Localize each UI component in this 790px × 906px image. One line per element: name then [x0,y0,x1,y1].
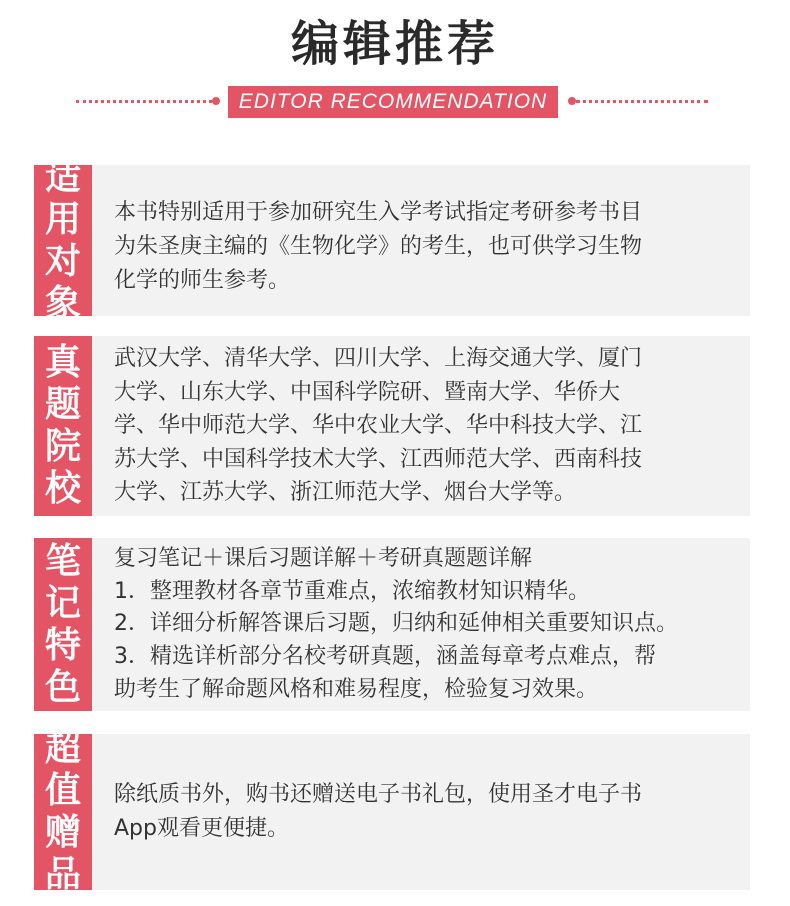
body-line: 2．详细分析解答课后习题，归纳和延伸相关重要知识点。 [114,611,678,637]
dotted-line-left [76,100,212,103]
section-body [114,543,734,707]
section-bonus-gift [34,728,750,895]
body-line: 1．整理教材各章节重难点，浓缩教材知识精华。 [114,578,590,604]
tag-char: 笔 [44,540,81,582]
section-tag [34,538,92,711]
tag-char: 特 [44,624,81,666]
tag-char: 题 [44,384,81,425]
body-line: 除纸质书外，购书还赠送电子书礼包，使用圣才电子书 [114,782,643,807]
tag-char: 超 [44,728,81,769]
tag-char: 用 [44,198,81,240]
tag-char: 对 [44,240,81,282]
tag-char: 校 [44,468,81,509]
tag-char: 赠 [44,812,81,853]
body-line: 为朱圣庚主编的《生物化学》的考生，也可供学习生物 [114,234,643,259]
body-line: 苏大学、中国科学技术大学、江西师范大学、西南科技 [114,446,643,472]
body-line: 助考生了解命题风格和难易程度，检验复习效果。 [114,676,599,702]
body-line: 大学、山东大学、中国科学院研、暨南大学、华侨大 [114,379,621,405]
tag-char: 院 [44,426,81,467]
section-body [114,778,734,846]
section-exam-schools [34,336,750,516]
section-notes-features [34,538,750,711]
dot-left [212,97,220,105]
section-tag [34,728,92,895]
body-line: 化学的师生参考。 [114,268,291,293]
section-tag [34,336,92,516]
tag-char: 值 [44,770,81,811]
tag-char: 真 [44,342,81,383]
section-body [114,342,734,510]
tag-char: 象 [44,282,81,324]
section-target-audience [34,156,750,324]
body-line: 学、华中师范大学、华中农业大学、华中科技大学、江 [114,413,643,439]
page-title: 编辑推荐 [290,16,499,72]
tag-char: 色 [44,666,81,708]
editor-recommendation-banner: EDITOR RECOMMENDATION [228,86,558,118]
body-line: 大学、江苏大学、浙江师范大学、烟台大学等。 [114,480,577,506]
banner-row [0,86,790,118]
dot-right [568,97,576,105]
body-line: 3．精选详析部分名校考研真题，涵盖每章考点难点，帮 [114,644,656,670]
body-line: 武汉大学、清华大学、四川大学、上海交通大学、厦门 [114,346,643,371]
body-line: 本书特别适用于参加研究生入学考试指定考研参考书目 [114,200,643,225]
section-body [114,196,734,298]
section-tag [34,156,92,324]
tag-char: 记 [44,582,81,624]
body-line: 复习笔记＋课后习题详解＋考研真题题详解 [114,546,533,571]
dotted-line-right [576,100,708,103]
tag-char: 适 [44,156,81,198]
tag-char: 品 [44,854,81,895]
body-line: App观看更便捷。 [114,816,289,841]
